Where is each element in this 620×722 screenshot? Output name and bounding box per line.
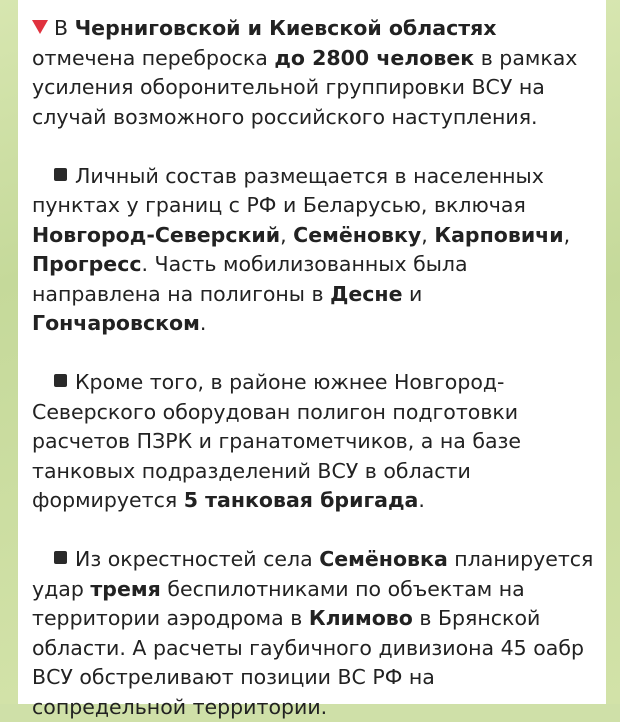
- bold-text: Климово: [308, 606, 413, 630]
- text: беспилотниками по объектам на территории аэродрома в: [32, 576, 525, 630]
- text: ,: [280, 222, 294, 247]
- bold-text: Прогресс: [32, 252, 142, 276]
- message-paragraph-4: [32, 545, 594, 722]
- red-triangle-down-icon: [32, 20, 48, 34]
- bold-text: Семёновку: [293, 222, 422, 247]
- bold-text: 5 танковая бригада: [183, 488, 419, 512]
- text: в рамках усиления оборонительной группировки ВСУ на случай возможного российского наступления.: [32, 45, 578, 129]
- text: . Часть мобилизованных была направлена на полигоны в: [32, 252, 468, 306]
- black-square-icon: [54, 374, 67, 387]
- bold-text: Гончаровском: [32, 311, 200, 335]
- message-paragraph-2: [32, 162, 594, 339]
- bold-text: Семёновка: [319, 547, 448, 571]
- text: .: [418, 488, 425, 512]
- bold-text: до 2800 человек: [274, 45, 475, 70]
- text: .: [199, 311, 207, 335]
- bold-text: Карповичи: [434, 222, 564, 247]
- text: и: [402, 281, 423, 306]
- text: отмечена переброска: [32, 45, 275, 70]
- message-bubble[interactable]: [18, 0, 606, 719]
- black-square-icon: [54, 168, 67, 181]
- text: Личный состав размещается в населенных пунктах у границ с РФ и Беларусью, включая: [32, 163, 544, 217]
- bold-text: Десне: [330, 281, 403, 306]
- text: ,: [563, 222, 571, 247]
- chat-background-left: [0, 0, 18, 704]
- text: Кроме того, в районе южнее Новгород-Северского оборудован полигон подготовки расчетов ПЗРК и гранатометчиков, а на базе танковых подразделений ВСУ в области формируется: [32, 370, 522, 512]
- text: В: [54, 16, 75, 40]
- message-paragraph-1: [32, 14, 594, 132]
- chat-background-right: [606, 0, 620, 704]
- bold-text: тремя: [90, 576, 161, 601]
- text: Из окрестностей села: [75, 547, 320, 571]
- bold-text: Черниговской и Киевской областях: [74, 16, 497, 40]
- text: планируется удар: [32, 547, 594, 601]
- bold-text: Новгород-Северский: [32, 222, 281, 247]
- black-square-icon: [54, 551, 67, 564]
- text: в Брянской области. А расчеты гаубичного дивизиона 45 оабр ВСУ обстреливают позиции ВС РФ на сопредельной территории.: [32, 606, 584, 719]
- text: ,: [421, 222, 435, 247]
- message-paragraph-3: [32, 368, 594, 516]
